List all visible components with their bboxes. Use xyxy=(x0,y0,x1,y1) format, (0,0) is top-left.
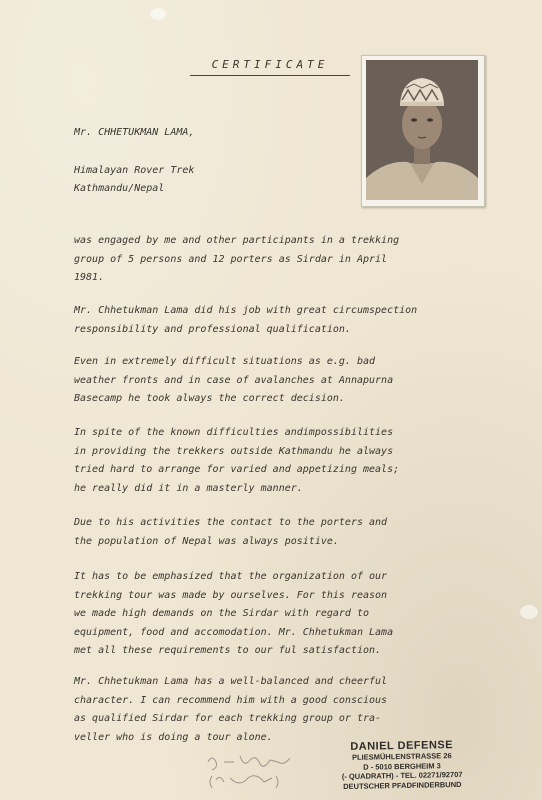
stamp-name: DANIEL DEFENSE xyxy=(350,739,454,753)
certificate-title: CERTIFICATE xyxy=(190,58,350,76)
handwritten-signature xyxy=(200,748,320,794)
stamp-line: D - 5010 BERGHEIM 3 xyxy=(363,760,441,772)
paragraph: Mr. Chhetukman Lama did his job with great circumspection responsibility and professional qualification. xyxy=(74,305,418,335)
paragraph: In spite of the known difficulties andimpossibilities in providing the trekkers outside Kathmandu he always tried hard to arrange for varied and appetizing meals; he really did it in a masterly manner. xyxy=(74,427,400,494)
paper-stain xyxy=(520,605,538,619)
stamp-line: (- QUADRATH) - TEL. 02271/92707 xyxy=(341,769,463,782)
sender-stamp xyxy=(322,739,483,792)
address-line: Himalayan Rover Trek xyxy=(74,165,195,176)
paragraph: was engaged by me and other participants in a trekking group of 5 persons and 12 porters as Sirdar in April 1981. xyxy=(74,235,400,283)
stamp-line: DEUTSCHER PFADFINDERBUND xyxy=(343,779,462,791)
paragraph: It has to be emphasized that the organization of our trekking tour was made by ourselves. For this reason we made high demands on the Sirdar with regard to equipment, food and accomodation. Mr. Chhetukman Lama met all these requirements to our ful satisfaction. xyxy=(74,571,394,656)
paper-stain xyxy=(150,8,166,20)
paragraph: Mr. Chhetukman Lama has a well-balanced and cheerful character. I can recommend him with a good conscious as qualified Sirdar for each trekking group or tra- veller who is doing a tour alone. xyxy=(74,676,388,743)
address-line: Kathmandu/Nepal xyxy=(74,183,165,194)
paragraph: Even in extremely difficult situations as e.g. bad weather fronts and in case of avalanches at Annapurna Basecamp he took always the correct decision. xyxy=(74,356,394,404)
recipient-line: Mr. CHHETUKMAN LAMA, xyxy=(74,127,195,138)
paragraph: Due to his activities the contact to the porters and the population of Nepal was always positive. xyxy=(74,517,388,547)
stamp-line: PLIESMÜHLENSTRASSE 26 xyxy=(351,751,452,762)
